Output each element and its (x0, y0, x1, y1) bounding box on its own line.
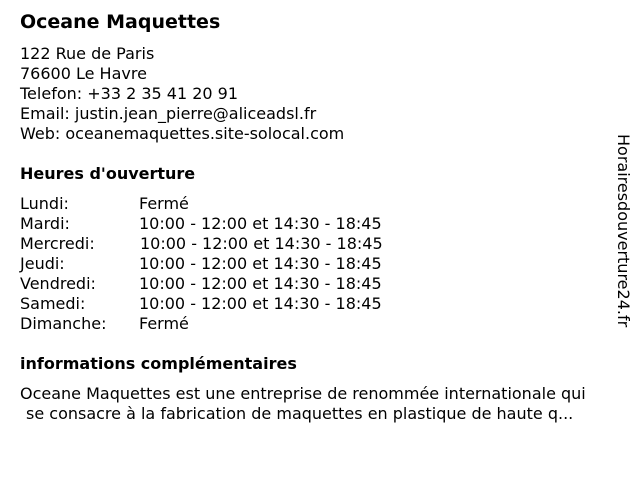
day-label: Vendredi: (20, 274, 96, 293)
hours-row-wednesday (20, 234, 440, 254)
day-hours: 10:00 - 12:00 et 14:30 - 18:45 (140, 234, 383, 253)
address-street: 122 Rue de Paris (20, 44, 155, 63)
hours-table (20, 194, 440, 334)
info-heading: informations complémentaires (20, 354, 297, 373)
day-hours: 10:00 - 12:00 et 14:30 - 18:45 (139, 214, 382, 233)
hours-row-saturday (20, 294, 440, 314)
business-name: Oceane Maquettes (20, 11, 221, 33)
email-line: Email: justin.jean_pierre@aliceadsl.fr (20, 104, 317, 123)
day-label: Dimanche: (20, 314, 107, 333)
hours-row-sunday (20, 314, 440, 334)
watermark-site-name: Horairesdouverture24.fr (614, 134, 633, 328)
hours-row-monday (20, 194, 440, 214)
hours-row-friday (20, 274, 440, 294)
hours-heading: Heures d'ouverture (20, 164, 196, 183)
day-label: Mercredi: (20, 234, 95, 253)
phone-line: Telefon: +33 2 35 41 20 91 (20, 84, 239, 103)
contact-block (20, 44, 344, 144)
description-line: Oceane Maquettes est une entreprise de renommée internationale qui (20, 384, 586, 403)
day-label: Jeudi: (20, 254, 65, 273)
day-hours: Fermé (139, 314, 189, 333)
description-line: se consacre à la fabrication de maquettes en plastique de haute q... (26, 404, 574, 423)
address-city: 76600 Le Havre (20, 64, 147, 83)
business-description (20, 384, 632, 424)
hours-row-thursday (20, 254, 440, 274)
day-hours: 10:00 - 12:00 et 14:30 - 18:45 (139, 254, 382, 273)
day-label: Lundi: (20, 194, 69, 213)
day-label: Mardi: (20, 214, 70, 233)
day-label: Samedi: (20, 294, 86, 313)
day-hours: 10:00 - 12:00 et 14:30 - 18:45 (139, 294, 382, 313)
web-line: Web: oceanemaquettes.site-solocal.com (20, 124, 345, 143)
hours-row-tuesday (20, 214, 440, 234)
day-hours: Fermé (139, 194, 189, 213)
day-hours: 10:00 - 12:00 et 14:30 - 18:45 (139, 274, 382, 293)
